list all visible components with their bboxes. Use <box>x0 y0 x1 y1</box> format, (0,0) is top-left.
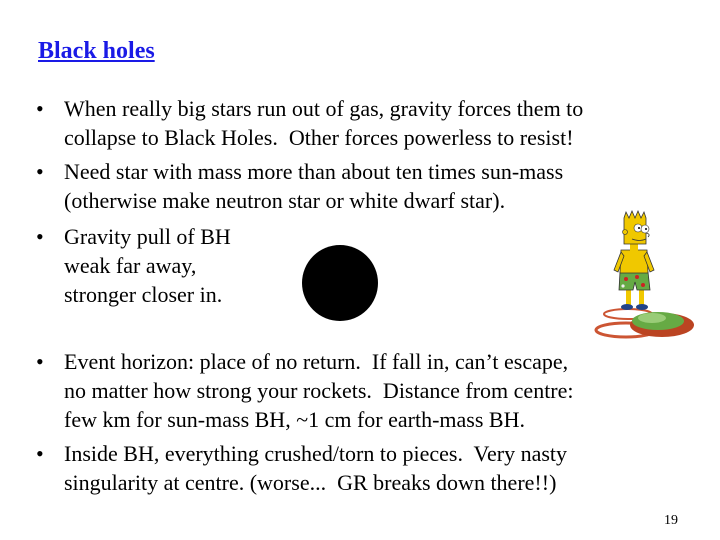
bullet-text: When really big stars run out of gas, gravity forces them to collapse to Black Holes. Other forces powerless to resist! <box>64 96 584 150</box>
bullet-marker: • <box>36 96 44 121</box>
page-number: 19 <box>664 513 678 528</box>
bullet-marker: • <box>36 349 44 374</box>
slide-title: Black holes <box>38 38 155 64</box>
bullet-marker: • <box>36 224 44 249</box>
black-hole-illustration <box>302 245 378 321</box>
bullet-text: Gravity pull of BH weak far away, stronger closer in. <box>64 224 231 307</box>
cartoon-boy-on-skateboard-illustration <box>590 208 700 343</box>
bullet-marker: • <box>36 159 44 184</box>
bullet-text: Need star with mass more than about ten times sun-mass (otherwise make neutron star or white dwarf star). <box>64 159 564 213</box>
bullet-text: Event horizon: place of no return. If fall in, can’t escape, no matter how strong your rockets. Distance from centre: few km for sun-mass BH, ~1 cm for earth-mass BH. <box>64 349 574 432</box>
bullet-text: Inside BH, everything crushed/torn to pieces. Very nasty singularity at centre. (worse... GR breaks down there!!) <box>64 441 568 495</box>
bullet-marker: • <box>36 441 44 466</box>
